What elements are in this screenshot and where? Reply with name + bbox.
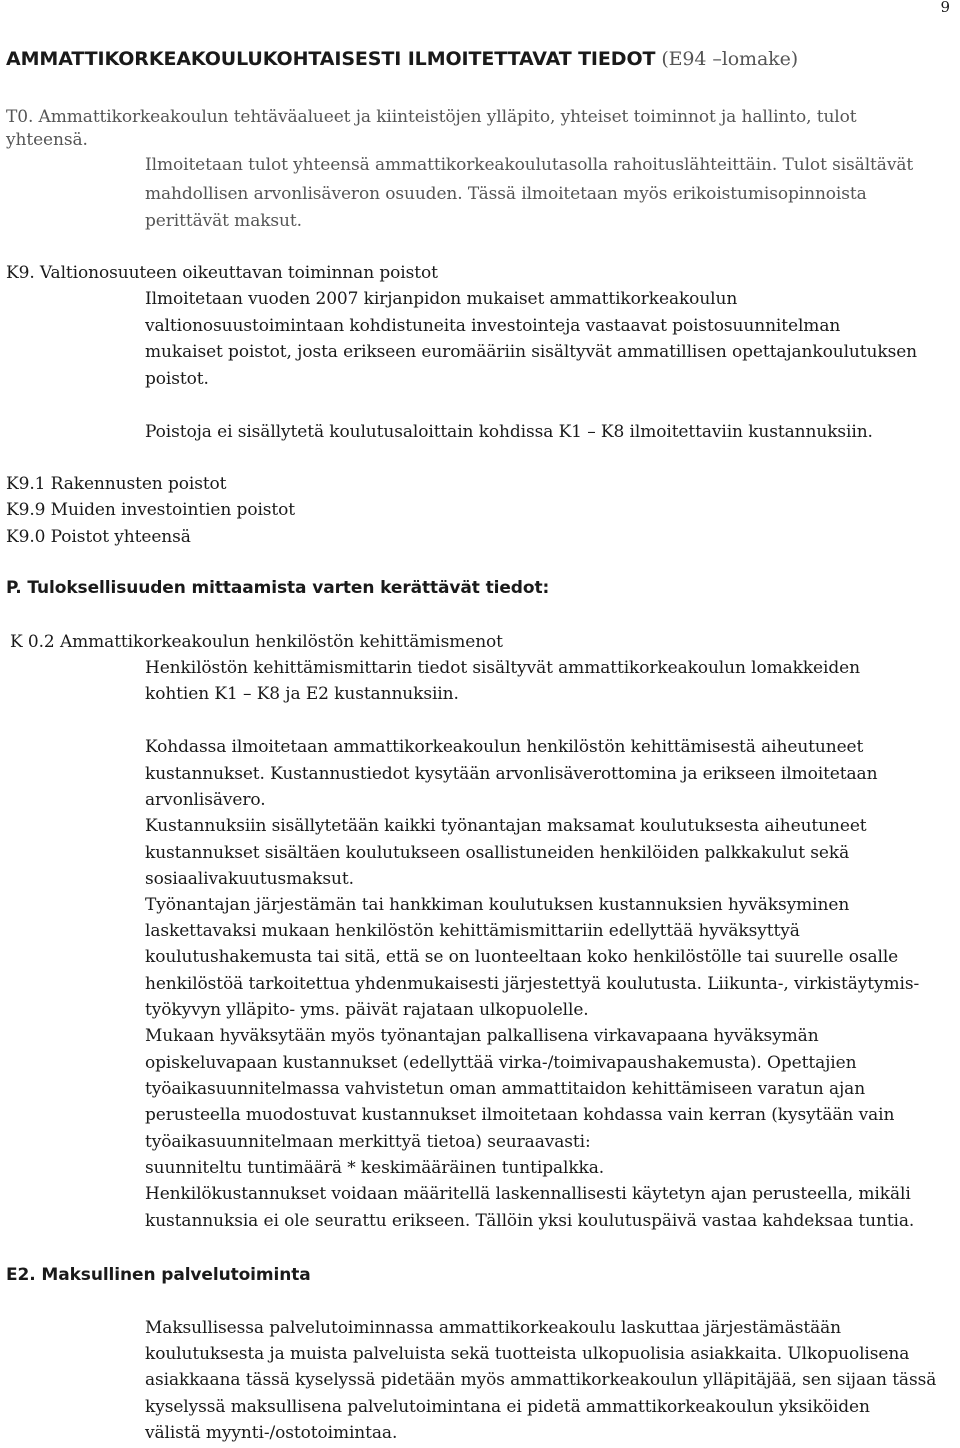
k02-desc2-line: suunniteltu tuntimäärä * keskimääräinen tuntipalkka. bbox=[145, 1158, 605, 1178]
t0-desc-line: mahdollisen arvonlisäveron osuuden. Tässä ilmoitetaan myös erikoistumisopinnoista bbox=[145, 184, 867, 204]
k02-desc2-line: perusteella muodostuvat kustannukset ilmoitetaan kohdassa vain kerran (kysytään vain bbox=[145, 1105, 895, 1125]
t0-desc-line: Ilmoitetaan tulot yhteensä ammattikorkeakoulutasolla rahoituslähteittäin. Tulot sisältävät bbox=[145, 155, 914, 175]
e2-desc-line: välistä myynti-/ostotoimintaa. bbox=[145, 1423, 398, 1443]
k02-desc2-line: Kohdassa ilmoitetaan ammattikorkeakoulun henkilöstön kehittämisestä aiheutuneet bbox=[145, 737, 864, 757]
k02-desc2-line: kustannukset. Kustannustiedot kysytään arvonlisäverottomina ja erikseen ilmoitetaan bbox=[145, 764, 878, 784]
heading-bold: AMMATTIKORKEAKOULUKOHTAISESTI ILMOITETTAVAT TIEDOT bbox=[6, 48, 656, 70]
k02-desc2-line: laskettavaksi mukaan henkilöstön kehittämismittariin edellyttää hyväksyttyä bbox=[145, 921, 800, 941]
e2-title: E2. Maksullinen palvelutoiminta bbox=[6, 1265, 311, 1285]
k02-desc2-line: sosiaalivakuutusmaksut. bbox=[145, 869, 354, 889]
k02-desc2-line: opiskeluvapaan kustannukset (edellyttää virka-/toimivapaushakemusta). Opettajien bbox=[145, 1053, 857, 1073]
e2-desc-line: Maksullisessa palvelutoiminnassa ammattikorkeakoulu laskuttaa järjestämästään bbox=[145, 1318, 841, 1338]
t0-desc-line: perittävät maksut. bbox=[145, 211, 302, 231]
k02-desc2-line: Työnantajan järjestämän tai hankkiman koulutuksen kustannuksien hyväksyminen bbox=[145, 895, 850, 915]
t0-title-line2: yhteensä. bbox=[6, 130, 88, 150]
k02-desc2-line: työaikasuunnitelmassa vahvistetun oman ammattitaidon kehittämiseen varatun ajan bbox=[145, 1079, 866, 1099]
k02-desc2-line: henkilöstöä tarkoitettua yhdenmukaisesti järjestettyä koulutusta. Liikunta-, virkistäytymis- bbox=[145, 974, 920, 994]
k9-note: Poistoja ei sisällytetä koulutusaloittain kohdissa K1 – K8 ilmoitettaviin kustannuksiin. bbox=[145, 422, 873, 442]
e2-desc-line: koulutuksesta ja muista palveluista sekä tuotteista ulkopuolisia asiakkaita. Ulkopuolisena bbox=[145, 1344, 910, 1364]
k02-desc1-line: Henkilöstön kehittämismittarin tiedot sisältyvät ammattikorkeakoulun lomakkeiden bbox=[145, 658, 860, 678]
k02-desc2-line: arvonlisävero. bbox=[145, 790, 266, 810]
k02-desc2-line: Kustannuksiin sisällytetään kaikki työnantajan maksamat koulutuksesta aiheutuneet bbox=[145, 816, 867, 836]
e2-desc-line: kyselyssä maksullisena palvelutoimintana ei pidetä ammattikorkeakoulun yksiköiden bbox=[145, 1397, 870, 1417]
k9-desc-line: poistot. bbox=[145, 369, 209, 389]
page-number: 9 bbox=[940, 0, 950, 16]
k9-item: K9.9 Muiden investointien poistot bbox=[6, 500, 296, 520]
k02-desc2-line: Henkilökustannukset voidaan määritellä laskennallisesti käytetyn ajan perusteella, mikäli bbox=[145, 1184, 911, 1204]
k9-desc-line: Ilmoitetaan vuoden 2007 kirjanpidon mukaiset ammattikorkeakoulun bbox=[145, 289, 738, 309]
p-section-title: P. Tuloksellisuuden mittaamista varten kerättävät tiedot: bbox=[6, 578, 550, 598]
k02-title: K 0.2 Ammattikorkeakoulun henkilöstön kehittämismenot bbox=[10, 632, 503, 652]
k02-desc2-line: työaikasuunnitelmaan merkittyä tietoa) seuraavasti: bbox=[145, 1132, 591, 1152]
k02-desc2-line: kustannukset sisältäen koulutukseen osallistuneiden henkilöiden palkkakulut sekä bbox=[145, 843, 850, 863]
k02-desc2-line: työkyvyn ylläpito- yms. päivät rajataan ulkopuolelle. bbox=[145, 1000, 589, 1020]
page-heading bbox=[6, 48, 798, 70]
k9-desc-line: mukaiset poistot, josta erikseen euromääriin sisältyvät ammatillisen opettajankoulutuksen bbox=[145, 342, 917, 362]
e2-desc-line: asiakkaana tässä kyselyssä pidetään myös ammattikorkeakoulun ylläpitäjää, sen sijaan tässä bbox=[145, 1370, 937, 1390]
k02-desc2-line: kustannuksia ei ole seurattu erikseen. Tällöin yksi koulutuspäivä vastaa kahdeksaa tuntia. bbox=[145, 1211, 915, 1231]
heading-form-ref: (E94 –lomake) bbox=[661, 48, 799, 70]
k9-title: K9. Valtionosuuteen oikeuttavan toiminnan poistot bbox=[6, 263, 438, 283]
k9-item: K9.1 Rakennusten poistot bbox=[6, 474, 227, 494]
k02-desc2-line: koulutushakemusta tai sitä, että se on luonteeltaan koko henkilöstölle tai suurelle osalle bbox=[145, 947, 899, 967]
k9-desc-line: valtionosuustoimintaan kohdistuneita investointeja vastaavat poistosuunnitelman bbox=[145, 316, 841, 336]
t0-title-line1: T0. Ammattikorkeakoulun tehtäväalueet ja kiinteistöjen ylläpito, yhteiset toiminnot ja hallinto, tulot bbox=[6, 107, 857, 127]
k02-desc1-line: kohtien K1 – K8 ja E2 kustannuksiin. bbox=[145, 684, 459, 704]
k02-desc2-line: Mukaan hyväksytään myös työnantajan palkallisena virkavapaana hyväksymän bbox=[145, 1026, 819, 1046]
k9-item: K9.0 Poistot yhteensä bbox=[6, 527, 191, 547]
